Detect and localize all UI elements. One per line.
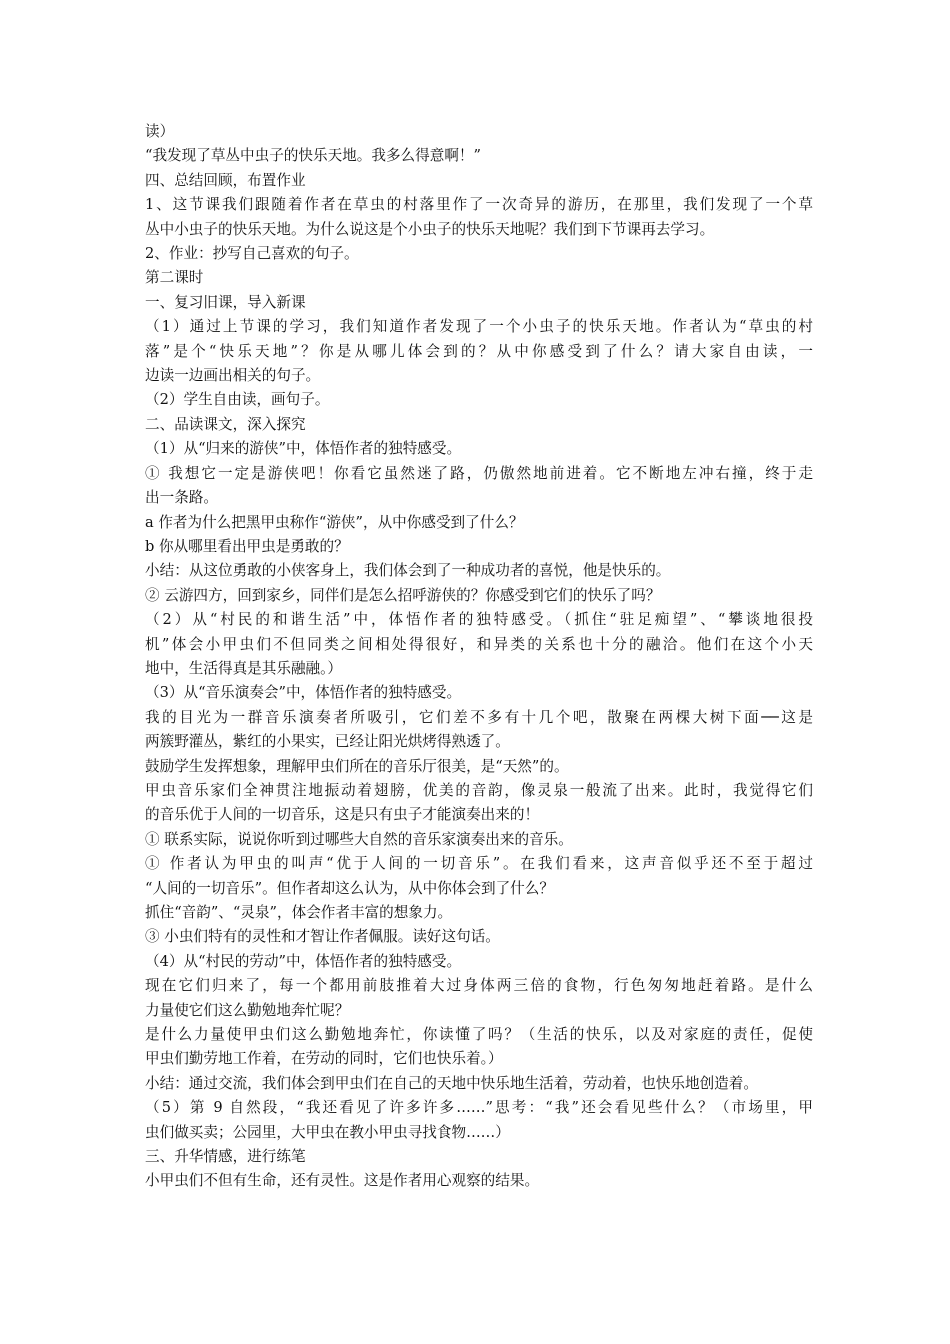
text-line: 地中，生活得真是其乐融融。） xyxy=(145,659,343,677)
text-line: 落”是个“快乐天地”？你是从哪儿体会到的？从中你感受到了什么？请大家自由读，一 xyxy=(145,342,813,360)
text-line: （2）学生自由读，画句子。 xyxy=(145,391,330,409)
text-line: （2）从“村民的和谐生活”中，体悟作者的独特感受。（抓住“驻足痴望”、“攀谈地很投 xyxy=(145,611,813,629)
text-line: 出一条路。 xyxy=(145,489,218,507)
text-line: 现在它们归来了，每一个都用前肢推着大过身体两三倍的食物，行色匆匆地赶着路。是什么 xyxy=(145,977,813,995)
text-line: b 你从哪里看出甲虫是勇敢的？ xyxy=(145,537,349,555)
lesson-heading: 第二课时 xyxy=(145,269,204,287)
text-line: 小结：通过交流，我们体会到甲虫们在自己的天地中快乐地生活着，劳动着，也快乐地创造着。 xyxy=(145,1074,758,1092)
text-line: 甲虫们勤劳地工作着，在劳动的同时，它们也快乐着。） xyxy=(145,1050,503,1068)
text-line: 是什么力量使甲虫们这么勤勉地奔忙，你读懂了吗？（生活的快乐，以及对家庭的责任，促使 xyxy=(145,1026,813,1044)
text-line: 虫们做买卖；公园里，大甲虫在教小甲虫寻找食物……） xyxy=(145,1123,510,1141)
text-line: a 作者为什么把黑甲虫称作“游侠”，从中你感受到了什么？ xyxy=(145,513,524,531)
text-line: “我发现了草丛中虫子的快乐天地。我多么得意啊！” xyxy=(145,147,481,165)
text-line: “人间的一切音乐”。但作者却这么认为，从中你体会到了什么？ xyxy=(145,879,554,897)
text-line: ① 作者认为甲虫的叫声“优于人间的一切音乐”。在我们看来，这声音似乎还不至于超过 xyxy=(145,855,813,873)
text-line: 机”体会小甲虫们不但同类之间相处得很好，和异类的关系也十分的融洽。他们在这个小天 xyxy=(145,635,813,653)
text-line: 1、这节课我们跟随着作者在草虫的村落里作了一次奇异的游历，在那里，我们发现了一个草 xyxy=(145,196,813,214)
text-line: 2、作业：抄写自己喜欢的句子。 xyxy=(145,245,359,263)
text-line: 鼓励学生发挥想象，理解甲虫们所在的音乐厅很美，是“天然”的。 xyxy=(145,757,569,775)
section-heading: 三、升华情感，进行练笔 xyxy=(145,1148,306,1166)
text-line: （4）从“村民的劳动”中，体悟作者的独特感受。 xyxy=(145,952,462,970)
text-line: 小结：从这位勇敢的小侠客身上，我们体会到了一种成功者的喜悦，他是快乐的。 xyxy=(145,562,671,580)
text-line: （1）通过上节课的学习，我们知道作者发现了一个小虫子的快乐天地。作者认为“草虫的村 xyxy=(145,318,813,336)
text-line: 甲虫音乐家们全神贯注地振动着翅膀，优美的音韵，像灵泉一般流了出来。此时，我觉得它们 xyxy=(145,781,813,799)
text-line: （5）第 9 自然段，“我还看见了许多许多……”思考：“我”还会看见些什么？（市场里，甲 xyxy=(145,1099,813,1117)
text-line: （3）从“音乐演奏会”中，体悟作者的独特感受。 xyxy=(145,684,462,702)
text-line: 边读一边画出相关的句子。 xyxy=(145,367,321,385)
text-line: 丛中小虫子的快乐天地。为什么说这是个小虫子的快乐天地呢？我们到下节课再去学习。 xyxy=(145,220,715,238)
section-heading: 二、品读课文，深入探究 xyxy=(145,415,306,433)
text-line: 力量使它们这么勤勉地奔忙呢？ xyxy=(145,1001,350,1019)
text-line: 读） xyxy=(145,123,175,140)
text-line: 小甲虫们不但有生命，还有灵性。这是作者用心观察的结果。 xyxy=(145,1172,540,1190)
section-heading: 四、总结回顾，布置作业 xyxy=(145,171,306,189)
section-heading: 一、复习旧课，导入新课 xyxy=(145,293,306,311)
document-page xyxy=(145,120,813,1194)
text-line: ② 云游四方，回到家乡，同伴们是怎么招呼游侠的？你感受到它们的快乐了吗？ xyxy=(145,586,661,604)
text-line: ③ 小虫们特有的灵性和才智让作者佩服。读好这句话。 xyxy=(145,928,500,946)
text-line: 两簇野灌丛，紫红的小果实，已经让阳光烘烤得熟透了。 xyxy=(145,733,510,751)
text-line: ① 我想它一定是游侠吧！你看它虽然迷了路，仍傲然地前进着。它不断地左冲右撞，终于走 xyxy=(145,464,813,482)
text-line: 的音乐优于人间的一切音乐，这是只有虫子才能演奏出来的！ xyxy=(145,806,540,824)
text-line: （1）从“归来的游侠”中，体悟作者的独特感受。 xyxy=(145,440,462,458)
text-line: 我的目光为一群音乐演奏者所吸引，它们差不多有十几个吧，散聚在两棵大树下面──这是 xyxy=(145,708,813,726)
text-line: 抓住“音韵”、“灵泉”，体会作者丰富的想象力。 xyxy=(145,904,453,921)
text-line: ① 联系实际，说说你听到过哪些大自然的音乐家演奏出来的音乐。 xyxy=(145,830,573,848)
